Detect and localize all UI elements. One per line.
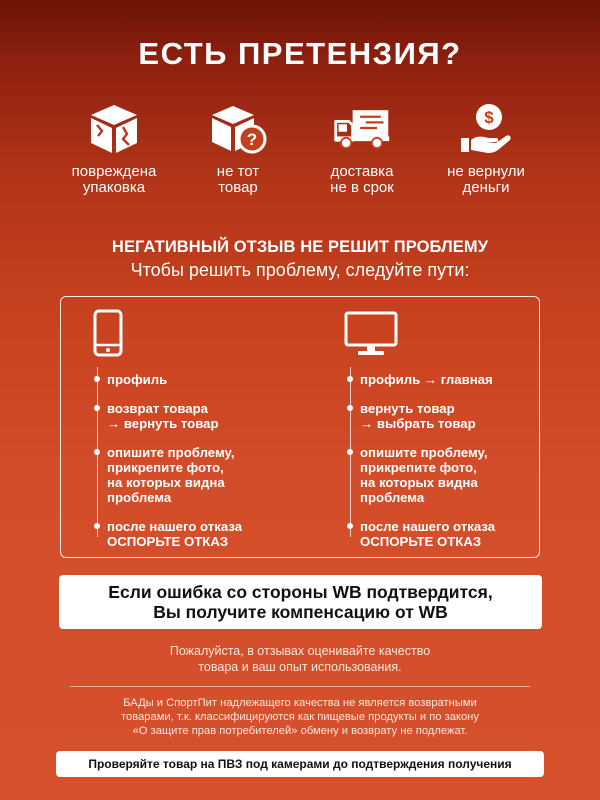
issue-label: не вернули деньги <box>447 163 525 196</box>
mobile-step-3: опишите проблему, прикрепите фото, на которых видна проблема <box>107 445 235 505</box>
step-dot <box>94 405 100 411</box>
check-at-pickup-note: Проверяйте товар на ПВЗ под камерами до подтверждения получения <box>56 751 544 777</box>
divider <box>70 686 530 687</box>
desktop-step-2: вернуть товар → выбрать товар <box>360 401 476 431</box>
desktop-step-1: профиль → главная <box>360 372 493 387</box>
money-hand-icon <box>456 100 516 156</box>
issues-row <box>55 100 545 196</box>
compensation-banner <box>59 575 542 629</box>
issue-label: повреждена упаковка <box>71 163 157 196</box>
mobile-step-2: возврат товара → вернуть товар <box>107 401 219 431</box>
step-dot <box>94 449 100 455</box>
issue-label: не тот товар <box>216 163 260 196</box>
issue-no-refund <box>427 100 545 196</box>
step-dot <box>94 376 100 382</box>
box-question-icon <box>208 100 268 156</box>
issue-late-delivery <box>303 100 421 196</box>
step-dot <box>347 405 353 411</box>
rating-request: Пожалуйста, в отзывах оценивайте качество товара и ваш опыт использования. <box>169 644 431 674</box>
banner-line: Если ошибка со стороны WB подтвердится, <box>108 582 493 602</box>
step-dot <box>347 376 353 382</box>
mobile-step-1: профиль <box>107 372 167 387</box>
mobile-step-4: после нашего отказа ОСПОРЬТЕ ОТКАЗ <box>107 519 242 549</box>
damaged-box-icon <box>84 100 144 156</box>
page-title: ЕСТЬ ПРЕТЕНЗИЯ? <box>138 36 462 71</box>
negative-review-subtitle: Чтобы решить проблему, следуйте пути: <box>130 260 470 280</box>
svg-text:?: ? <box>246 130 258 149</box>
negative-review-title: НЕГАТИВНЫЙ ОТЗЫВ НЕ РЕШИТ ПРОБЛЕМУ <box>111 238 489 256</box>
smartphone-icon <box>93 309 123 362</box>
delivery-truck-icon <box>332 100 392 156</box>
legal-note: БАДы и СпортПит надлежащего качества не является возвратными товарами, т.к. классифицируются как пищевые продукты и по закону «О защите прав потребителей» обмену и возврату не подлежат. <box>121 697 479 737</box>
svg-text:$: $ <box>484 108 494 127</box>
issue-label: доставка не в срок <box>330 163 394 196</box>
issue-wrong-item <box>179 100 297 196</box>
desktop-step-3: опишите проблему, прикрепите фото, на которых видна проблема <box>360 445 488 505</box>
paths-panel <box>60 296 540 558</box>
step-dot <box>94 523 100 529</box>
desktop-step-4: после нашего отказа ОСПОРЬТЕ ОТКАЗ <box>360 519 495 549</box>
step-dot <box>347 523 353 529</box>
monitor-icon <box>344 311 398 362</box>
banner-line: Вы получите компенсацию от WB <box>153 602 448 622</box>
issue-damaged-packaging <box>55 100 173 196</box>
step-dot <box>347 449 353 455</box>
